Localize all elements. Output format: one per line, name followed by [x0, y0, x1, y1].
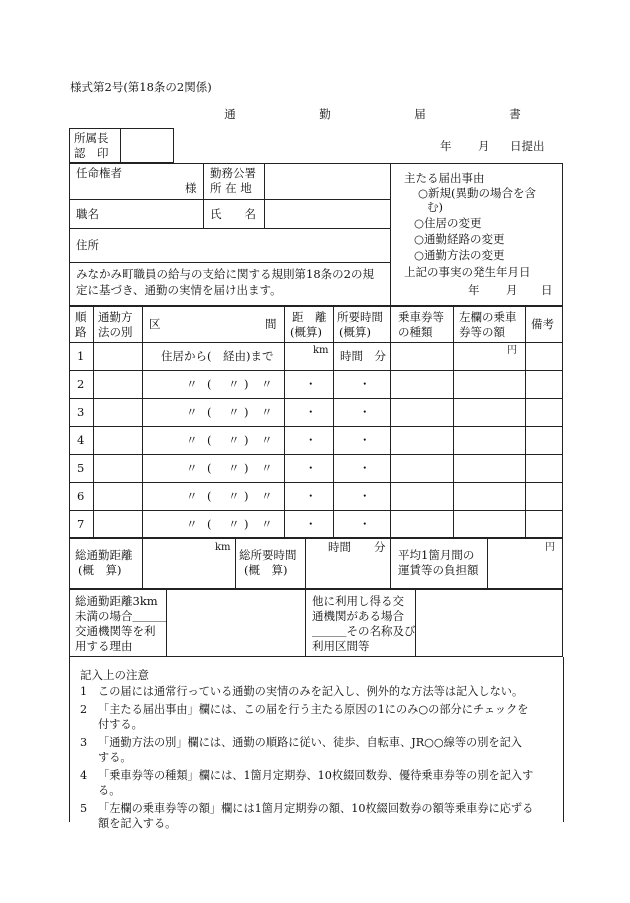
paren-close: ) — [244, 405, 249, 419]
note-item — [80, 735, 555, 750]
row1-time[interactable]: 時間 分 — [340, 349, 386, 363]
note-text-cont: する。 — [98, 751, 132, 764]
totals-block — [69, 538, 563, 589]
title-char: 通 — [224, 107, 236, 121]
total-time-unit: 時間 分 — [328, 540, 386, 554]
total-time-label-1: 総所要時間 — [239, 548, 297, 562]
header-method-1: 通勤方 — [98, 310, 133, 324]
ditto-mark: 〃 — [228, 489, 240, 503]
ditto-mark: 〃 — [261, 461, 273, 475]
distance-dot: ・ — [305, 489, 317, 503]
row1-km-unit: km — [313, 345, 329, 356]
total-distance-label-1: 総通勤距離 — [75, 548, 133, 562]
paren-open: ( — [207, 489, 212, 503]
distance-dot: ・ — [305, 433, 317, 447]
paren-close: ) — [244, 517, 249, 531]
chief-seal-label-1: 所属長 — [74, 131, 109, 145]
title-char: 書 — [509, 107, 521, 121]
paren-open: ( — [207, 377, 212, 391]
row1-yen-unit: 円 — [507, 345, 517, 356]
note-number: 2 — [80, 703, 88, 716]
header-section-left: 区 — [149, 317, 161, 331]
submit-year: 年 — [440, 139, 452, 153]
row-number: 7 — [77, 517, 85, 531]
note-text: 「乗車券等の種類」欄には、1箇月定期券、10枚綴回数券、優待乗車券等の別を記入す — [98, 769, 534, 782]
total-time-label-2: (概 算) — [244, 563, 288, 577]
ditto-mark: 〃 — [186, 377, 198, 391]
reason-item-route[interactable]: ○通勤経路の変更 — [414, 232, 505, 246]
notes-title: 記入上の注意 — [80, 668, 149, 682]
under3km-label-2: 未満の場合＿＿＿ — [75, 609, 167, 623]
row-number: 6 — [77, 489, 85, 503]
reason-item-new-cont: む) — [427, 200, 443, 214]
position-label: 職名 — [76, 207, 99, 221]
ditto-mark: 〃 — [228, 461, 240, 475]
distance-dot: ・ — [305, 461, 317, 475]
ditto-mark: 〃 — [186, 489, 198, 503]
submit-month: 月 — [478, 139, 490, 153]
header-distance-1: 距 離 — [292, 310, 327, 324]
chief-seal-label-2: 認 印 — [74, 146, 109, 160]
reason-title: 主たる届出事由 — [404, 171, 485, 185]
header-order-2: 路 — [75, 325, 87, 339]
row-number: 2 — [77, 377, 85, 391]
occurrence-day: 日 — [541, 283, 553, 297]
other-transport-label-2: 通機関がある場合 — [312, 609, 404, 623]
paren-close: ) — [244, 461, 249, 475]
under3km-label-3: 交通機関等を利 — [75, 624, 156, 638]
row1-section[interactable]: 住居から( 経由)まで — [161, 349, 274, 363]
ditto-mark: 〃 — [261, 405, 273, 419]
ditto-mark: 〃 — [186, 405, 198, 419]
paren-close: ) — [244, 489, 249, 503]
note-item — [80, 702, 555, 717]
statement-line-1: みなかみ町職員の給与の支給に関する規則第18条の2の規 — [76, 267, 374, 281]
form-number: 様式第2号(第18条の2関係) — [70, 80, 212, 94]
title-char: 届 — [414, 107, 426, 121]
header-ticket-type-1: 乗車券等 — [398, 310, 444, 324]
ditto-mark: 〃 — [186, 433, 198, 447]
note-text: この届には通常行っている通勤の実情のみを記入し、例外的な方法等は記入しない。 — [98, 685, 524, 698]
paren-open: ( — [207, 433, 212, 447]
time-dot: ・ — [359, 517, 371, 531]
note-text: 「通勤方法の別」欄には、通勤の順路に従い、徒歩、自転車、JR○○線等の別を記入 — [98, 736, 522, 749]
avg-cost-label-2: 運賃等の負担額 — [398, 563, 479, 577]
ditto-mark: 〃 — [228, 433, 240, 447]
occurrence-month: 月 — [506, 283, 518, 297]
row-number: 5 — [77, 461, 85, 475]
ditto-mark: 〃 — [261, 377, 273, 391]
workplace-label-1: 勤務公署 — [210, 166, 256, 180]
paren-open: ( — [207, 517, 212, 531]
header-ticket-amount-2: 券等の額 — [459, 325, 505, 339]
submit-day: 日提出 — [510, 139, 545, 153]
note-text: 「左欄の乗車券等の額」欄には1箇月定期券の額、10枚綴回数券の額等乗車券に応ずる — [98, 802, 534, 815]
distance-dot: ・ — [305, 405, 317, 419]
ditto-mark: 〃 — [228, 405, 240, 419]
paren-open: ( — [207, 405, 212, 419]
form-title — [200, 107, 545, 122]
reason-item-new[interactable]: ○新規(異動の場合を含 — [418, 186, 537, 200]
title-char: 勤 — [319, 107, 331, 121]
name-label: 氏 名 — [210, 207, 256, 221]
ditto-mark: 〃 — [228, 377, 240, 391]
row-number: 1 — [77, 349, 85, 363]
ditto-mark: 〃 — [186, 517, 198, 531]
reason-item-residence[interactable]: ○住居の変更 — [414, 216, 482, 230]
under3km-label-4: 用する理由 — [75, 639, 133, 653]
note-number: 4 — [80, 769, 88, 782]
note-text-cont: る。 — [98, 784, 121, 797]
ditto-mark: 〃 — [228, 517, 240, 531]
other-transport-label-3: ＿＿＿その名称及び — [312, 624, 416, 638]
row-number: 4 — [77, 433, 85, 447]
address-label: 住所 — [76, 238, 99, 252]
note-number: 5 — [80, 802, 88, 815]
other-transport-label-1: 他に利用し得る交 — [312, 594, 404, 608]
note-item — [80, 684, 555, 699]
time-dot: ・ — [359, 489, 371, 503]
avg-cost-label-1: 平均1箇月間の — [398, 548, 475, 562]
time-dot: ・ — [359, 377, 371, 391]
time-dot: ・ — [359, 433, 371, 447]
total-distance-label-2: (概 算) — [78, 563, 122, 577]
ditto-mark: 〃 — [261, 517, 273, 531]
occurrence-year: 年 — [468, 283, 480, 297]
statement-line-2: 定に基づき、通勤の実情を届け出ます。 — [76, 283, 282, 297]
appointer-suffix: 様 — [185, 181, 197, 195]
note-item — [80, 768, 555, 783]
appointer-label: 任命権者 — [76, 166, 122, 180]
note-number: 3 — [80, 736, 88, 749]
header-remarks: 備考 — [531, 317, 554, 331]
time-dot: ・ — [359, 405, 371, 419]
note-item — [80, 801, 555, 816]
header-section-right: 間 — [265, 317, 277, 331]
other-transport-label-4: 利用区間等 — [312, 639, 370, 653]
header-time-1: 所要時間 — [337, 310, 383, 324]
note-text-cont: 額を記入する。 — [98, 817, 177, 830]
total-distance-km-unit: km — [215, 542, 231, 553]
note-number: 1 — [80, 685, 88, 698]
ditto-mark: 〃 — [261, 433, 273, 447]
reason-item-method[interactable]: ○通勤方法の変更 — [414, 248, 505, 262]
paren-close: ) — [244, 433, 249, 447]
note-text: 「主たる届出事由」欄には、この届を行う主たる原因の1にのみ○の部分にチェックを — [98, 703, 529, 716]
header-ticket-amount-1: 左欄の乗車 — [459, 310, 517, 324]
time-dot: ・ — [359, 461, 371, 475]
ditto-mark: 〃 — [261, 489, 273, 503]
distance-dot: ・ — [305, 377, 317, 391]
header-time-2: (概算) — [339, 325, 371, 339]
note-text-cont: 付する。 — [98, 718, 143, 731]
ditto-mark: 〃 — [186, 461, 198, 475]
distance-dot: ・ — [305, 517, 317, 531]
occurrence-label: 上記の事実の発生年月日 — [404, 265, 531, 279]
paren-close: ) — [244, 377, 249, 391]
header-method-2: 法の別 — [98, 325, 133, 339]
row-number: 3 — [77, 405, 85, 419]
workplace-label-2: 所 在 地 — [210, 181, 252, 195]
under3km-label-1: 総通勤距離3km — [75, 594, 158, 608]
avg-cost-yen-unit: 円 — [545, 542, 555, 553]
header-ticket-type-2: の種類 — [398, 325, 433, 339]
header-distance-2: (概算) — [290, 325, 322, 339]
paren-open: ( — [207, 461, 212, 475]
header-order-1: 順 — [75, 310, 87, 324]
